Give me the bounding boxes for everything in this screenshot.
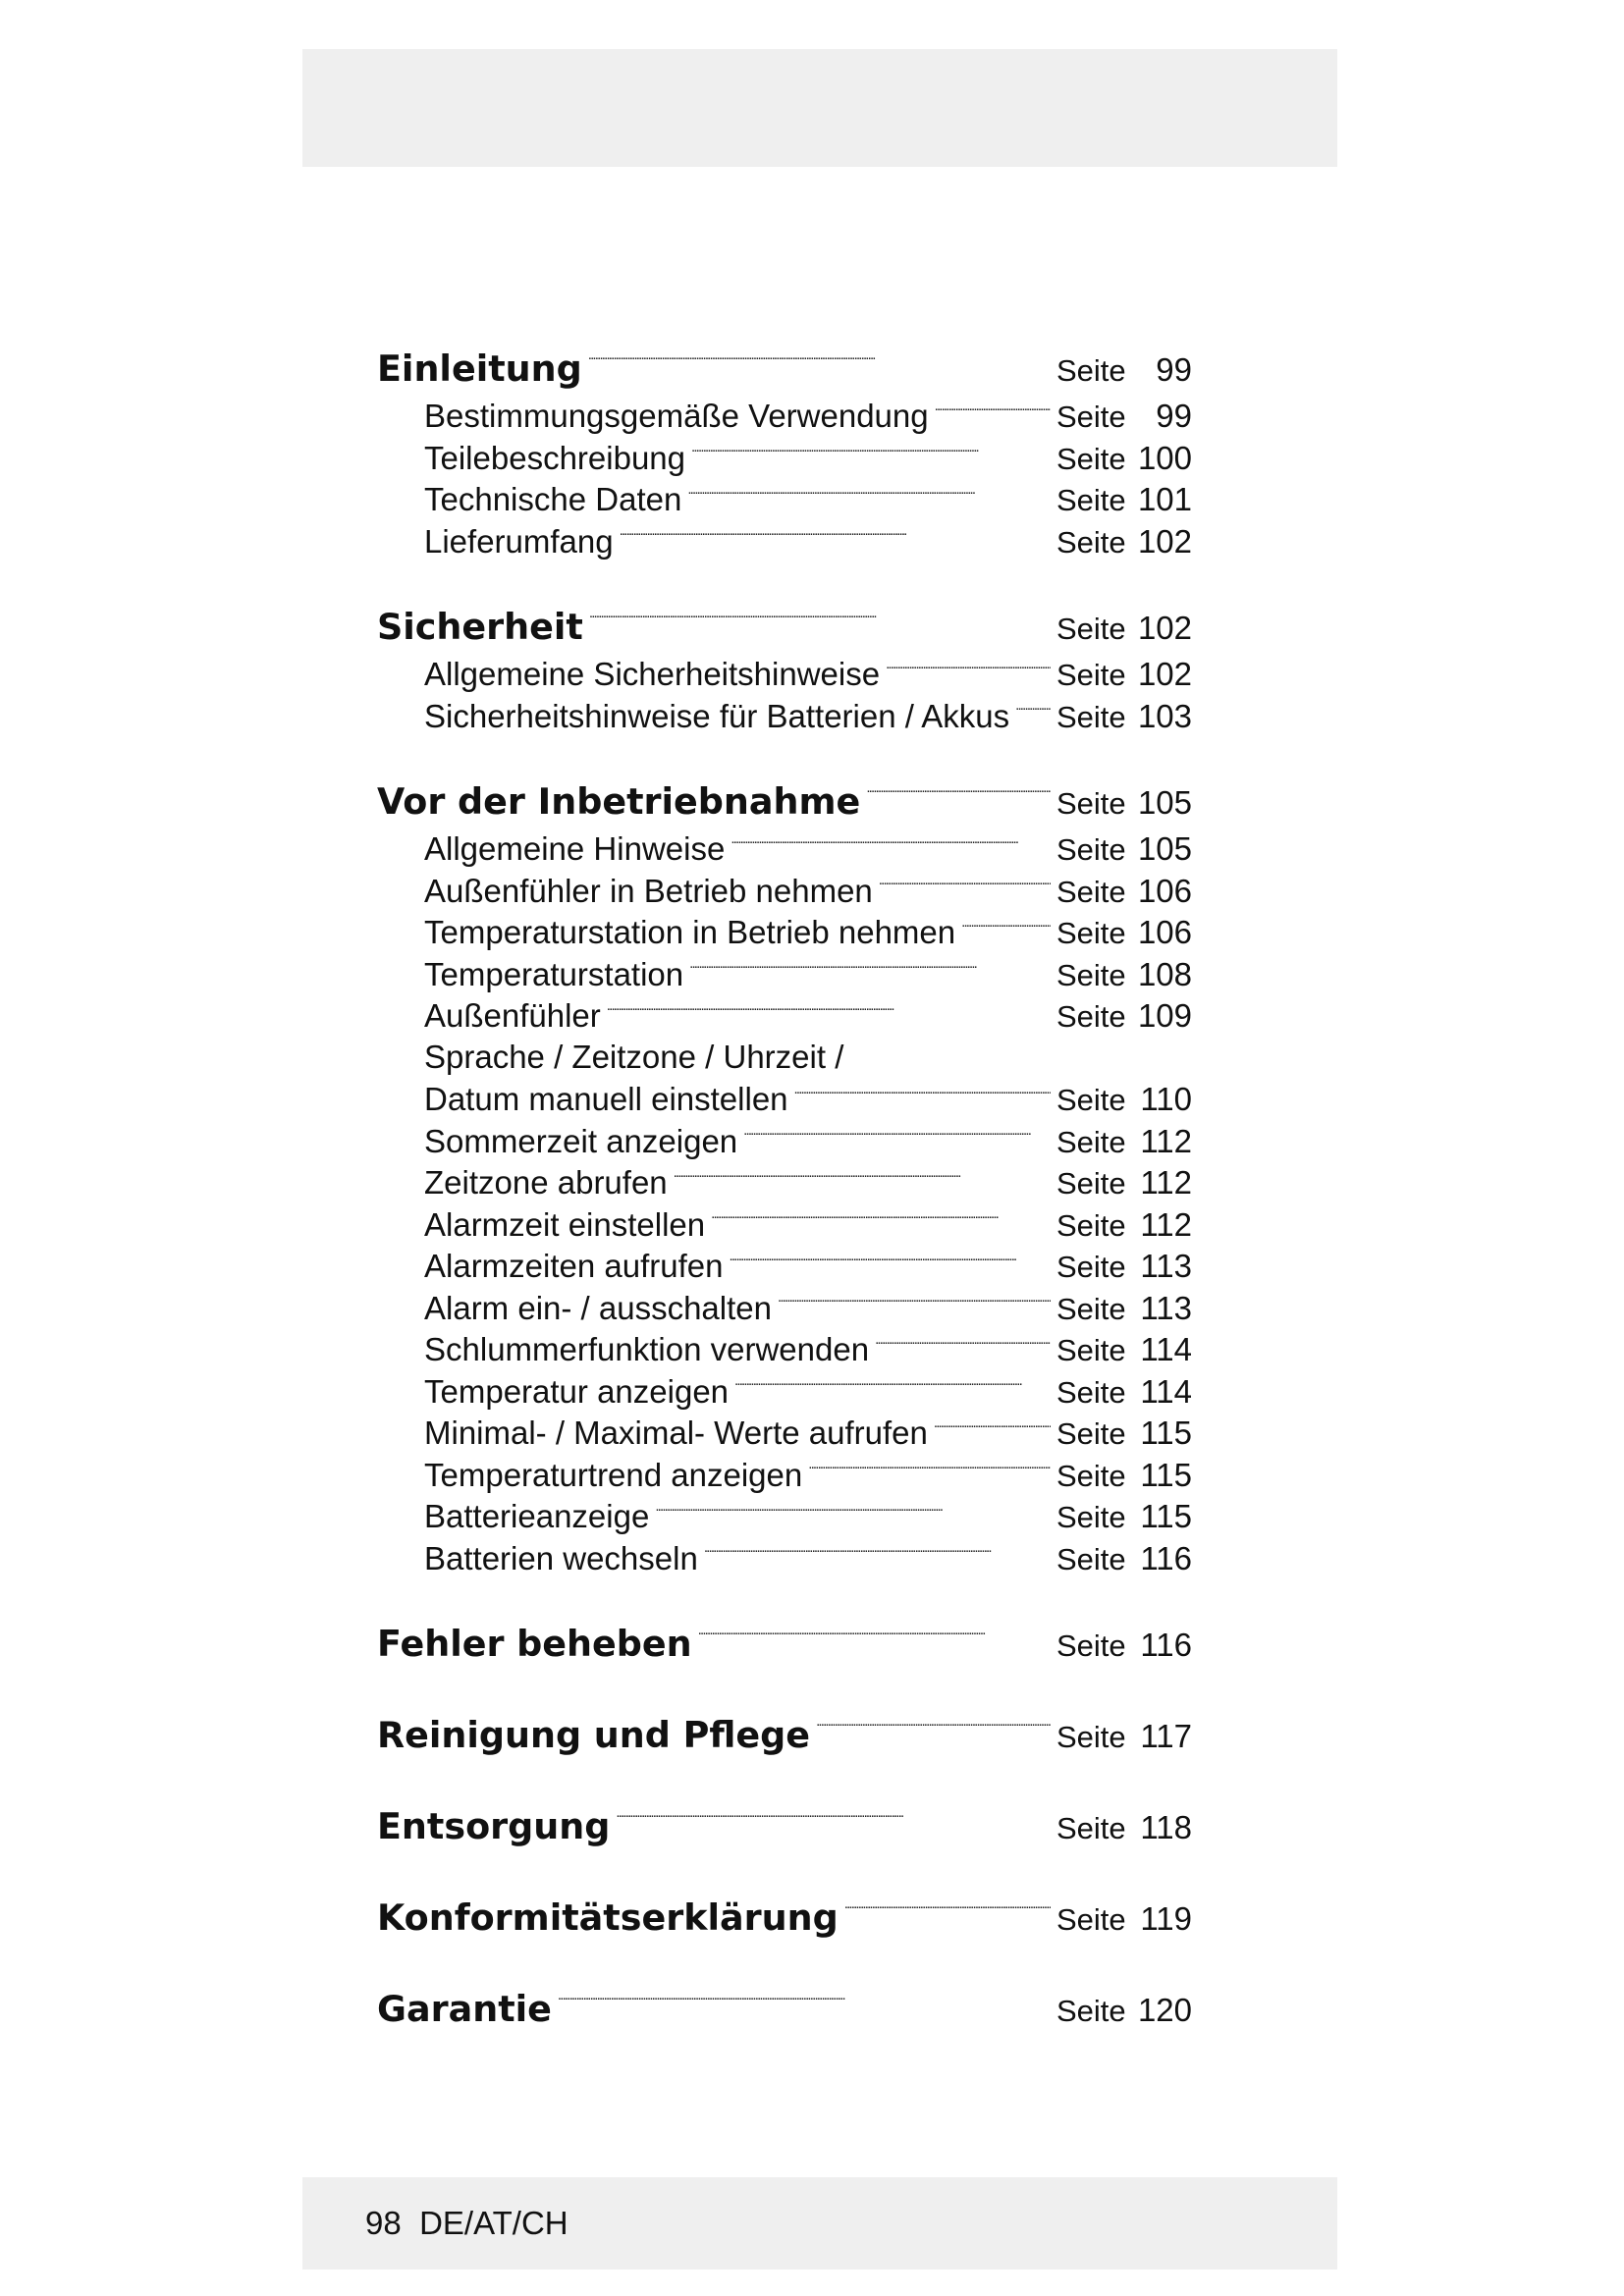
- page-number: 99: [1156, 351, 1192, 388]
- seite-label: Seite: [1056, 524, 1126, 560]
- seite-label: Seite: [1056, 612, 1126, 646]
- seite-label: Seite: [1056, 441, 1126, 476]
- toc-entry-row[interactable]: [377, 695, 1192, 737]
- dot-leader: [734, 1370, 1051, 1403]
- toc-entry-row[interactable]: [377, 1078, 1192, 1120]
- toc-entry-label: Teilebeschreibung: [424, 439, 686, 476]
- dot-leader: [866, 781, 1051, 814]
- page-number: 102: [1137, 656, 1192, 692]
- dot-leader: [808, 1454, 1051, 1486]
- toc-heading-row[interactable]: [377, 1710, 1192, 1761]
- toc-heading-title: Vor der Inbetriebnahme: [377, 780, 861, 823]
- toc-entry-row[interactable]: [377, 1328, 1192, 1370]
- toc-entry-label: Sommerzeit anzeigen: [424, 1122, 738, 1159]
- seite-label: Seite: [1056, 1629, 1126, 1663]
- toc-heading-row[interactable]: [377, 1893, 1192, 1944]
- toc-entry-label: Sprache / Zeitzone / Uhrzeit /: [424, 1038, 844, 1075]
- toc-entry-row[interactable]: [377, 1495, 1192, 1537]
- dot-leader: [689, 953, 1051, 986]
- toc-heading-title: Reinigung und Pflege: [377, 1714, 811, 1756]
- dot-leader: [844, 1897, 1051, 1930]
- toc-entry-row[interactable]: [377, 953, 1192, 995]
- toc-entry-label: Batterieanzeige: [424, 1498, 650, 1534]
- dot-leader: [778, 1287, 1051, 1319]
- seite-label: Seite: [1056, 353, 1126, 388]
- page-number: 120: [1137, 1992, 1192, 2028]
- page-number: 112: [1140, 1205, 1192, 1243]
- toc-heading-title: Sicherheit: [377, 606, 583, 648]
- toc-section: [377, 776, 1192, 1578]
- footer-band: [302, 2177, 1337, 2269]
- header-band: [302, 49, 1337, 167]
- toc-entry-label: Minimal- / Maximal- Werte aufrufen: [424, 1415, 928, 1451]
- toc-heading-row[interactable]: [377, 344, 1192, 395]
- seite-label: Seite: [1056, 1416, 1126, 1451]
- page-number: 115: [1140, 1415, 1192, 1451]
- toc-entry-row[interactable]: [377, 1454, 1192, 1496]
- toc-heading-row[interactable]: [377, 1801, 1192, 1852]
- seite-label: Seite: [1056, 1811, 1126, 1845]
- seite-label: Seite: [1056, 1291, 1126, 1326]
- toc-entry-row[interactable]: [377, 994, 1192, 1037]
- toc-entry-row[interactable]: [377, 1120, 1192, 1162]
- table-of-contents: [377, 344, 1192, 2075]
- toc-entry-label: Technische Daten: [424, 481, 682, 517]
- seite-label: Seite: [1056, 1994, 1126, 2028]
- toc-entry-label: Außenfühler in Betrieb nehmen: [424, 872, 873, 909]
- toc-entry-row[interactable]: [377, 1370, 1192, 1413]
- footer-locale: DE/AT/CH: [419, 2205, 568, 2241]
- page-number: 105: [1137, 784, 1192, 821]
- toc-entry-label: Bestimmungsgemäße Verwendung: [424, 398, 929, 434]
- page-number: 106: [1137, 872, 1192, 909]
- toc-entry-row[interactable]: [377, 1287, 1192, 1329]
- dot-leader: [589, 607, 1051, 639]
- page-number: 102: [1137, 522, 1192, 560]
- page-number: 99: [1156, 398, 1192, 434]
- toc-entry-label: Temperaturtrend anzeigen: [424, 1456, 803, 1493]
- dot-leader: [674, 1161, 1051, 1194]
- page-number: 114: [1140, 1372, 1192, 1410]
- page-number: 116: [1140, 1627, 1192, 1663]
- dot-leader: [687, 478, 1051, 510]
- toc-entry-row[interactable]: [377, 520, 1192, 562]
- seite-label: Seite: [1056, 1333, 1126, 1367]
- page-number: 117: [1140, 1718, 1192, 1754]
- footer-page-number: 98: [365, 2205, 402, 2241]
- toc-entry-label: Zeitzone abrufen: [424, 1164, 668, 1201]
- toc-heading-row[interactable]: [377, 1984, 1192, 2035]
- toc-section: [377, 1893, 1192, 1944]
- dot-leader: [731, 828, 1051, 860]
- page-number: 109: [1137, 997, 1192, 1034]
- toc-entry-row[interactable]: [377, 911, 1192, 953]
- dot-leader: [698, 1624, 1051, 1656]
- toc-entry-label: Außenfühler: [424, 997, 601, 1034]
- dot-leader: [704, 1537, 1051, 1570]
- page-number: 115: [1140, 1456, 1192, 1493]
- page-number: 119: [1140, 1900, 1192, 1937]
- toc-section: [377, 1710, 1192, 1761]
- toc-entry-label: Batterien wechseln: [424, 1539, 698, 1576]
- seite-label: Seite: [1056, 1124, 1126, 1159]
- toc-entry-row[interactable]: [377, 828, 1192, 870]
- dot-leader: [935, 395, 1051, 427]
- dot-leader: [691, 437, 1051, 469]
- dot-leader: [879, 870, 1051, 902]
- page-number: 101: [1137, 481, 1192, 517]
- toc-entry-label: Alarmzeiten aufrufen: [424, 1248, 724, 1284]
- toc-entry-label: Temperaturstation: [424, 955, 684, 992]
- page-number: 118: [1140, 1809, 1192, 1845]
- toc-heading-title: Fehler beheben: [377, 1623, 692, 1665]
- toc-heading-title: Einleitung: [377, 347, 582, 390]
- toc-entry-row[interactable]: [377, 1161, 1192, 1203]
- page-number: 110: [1140, 1081, 1192, 1117]
- page-number: 113: [1140, 1289, 1192, 1326]
- dot-leader: [607, 994, 1051, 1027]
- seite-label: Seite: [1056, 1720, 1126, 1754]
- toc-entry-label: Alarmzeit einstellen: [424, 1205, 706, 1243]
- toc-section: [377, 344, 1192, 561]
- seite-label: Seite: [1056, 1902, 1126, 1937]
- toc-entry-label: Sicherheitshinweise für Batterien / Akkus: [424, 697, 1010, 734]
- toc-entry-row[interactable]: [377, 395, 1192, 437]
- toc-entry-label: Schlummerfunktion verwenden: [424, 1331, 870, 1367]
- dot-leader: [934, 1412, 1051, 1444]
- toc-entry-row[interactable]: [377, 1203, 1192, 1246]
- toc-heading-row[interactable]: [377, 602, 1192, 653]
- dot-leader: [558, 1989, 1051, 2021]
- dot-leader: [875, 1328, 1051, 1361]
- toc-entry-label: Lieferumfang: [424, 522, 614, 560]
- seite-label: Seite: [1056, 400, 1126, 434]
- page-number: 106: [1137, 914, 1192, 950]
- page-number: 105: [1137, 830, 1192, 867]
- toc-entry-label: Alarm ein- / ausschalten: [424, 1289, 772, 1326]
- toc-entry-row[interactable]: [377, 1245, 1192, 1287]
- toc-entry-label: Temperaturstation in Betrieb nehmen: [424, 914, 956, 950]
- seite-label: Seite: [1056, 1500, 1126, 1534]
- seite-label: Seite: [1056, 1250, 1126, 1284]
- toc-entry-label: Allgemeine Hinweise: [424, 830, 726, 867]
- dot-leader: [1015, 695, 1051, 727]
- seite-label: Seite: [1056, 874, 1126, 909]
- toc-entry-label: Temperatur anzeigen: [424, 1372, 730, 1410]
- toc-section: [377, 1801, 1192, 1852]
- toc-heading-row[interactable]: [377, 1619, 1192, 1670]
- seite-label: Seite: [1056, 786, 1126, 821]
- toc-entry-row[interactable]: [377, 653, 1192, 695]
- toc-section: [377, 1984, 1192, 2035]
- page-number: 113: [1140, 1248, 1192, 1284]
- page-number: 112: [1140, 1122, 1192, 1159]
- toc-entry-row[interactable]: [377, 1037, 1192, 1079]
- page-number: 116: [1140, 1539, 1192, 1576]
- page-number: 102: [1137, 610, 1192, 646]
- seite-label: Seite: [1056, 483, 1126, 517]
- dot-leader: [816, 1715, 1051, 1747]
- toc-entry-row[interactable]: [377, 437, 1192, 479]
- toc-heading-row[interactable]: [377, 776, 1192, 828]
- dot-leader: [743, 1120, 1051, 1152]
- dot-leader: [794, 1078, 1051, 1110]
- dot-leader: [620, 520, 1051, 553]
- dot-leader: [730, 1245, 1052, 1277]
- toc-section: [377, 602, 1192, 736]
- page-number: 114: [1140, 1331, 1192, 1367]
- seite-label: Seite: [1056, 957, 1126, 992]
- seite-label: Seite: [1056, 1541, 1126, 1576]
- footer-text: [365, 2205, 568, 2242]
- dot-leader: [588, 348, 1051, 381]
- toc-heading-title: Garantie: [377, 1988, 552, 2030]
- seite-label: Seite: [1056, 1458, 1126, 1493]
- page-number: 112: [1140, 1164, 1192, 1201]
- seite-label: Seite: [1056, 1166, 1126, 1201]
- dot-leader: [961, 911, 1051, 943]
- toc-entry-row[interactable]: [377, 478, 1192, 520]
- seite-label: Seite: [1056, 1207, 1126, 1243]
- toc-section: [377, 1619, 1192, 1670]
- seite-label: Seite: [1056, 699, 1126, 734]
- toc-entry-row[interactable]: [377, 1537, 1192, 1579]
- toc-entry-row[interactable]: [377, 1412, 1192, 1454]
- seite-label: Seite: [1056, 658, 1126, 692]
- seite-label: Seite: [1056, 1374, 1126, 1410]
- page-number: 115: [1140, 1498, 1192, 1534]
- page-number: 103: [1137, 697, 1192, 734]
- seite-label: Seite: [1056, 832, 1126, 867]
- seite-label: Seite: [1056, 1083, 1126, 1117]
- dot-leader: [616, 1806, 1051, 1839]
- toc-heading-title: Konformitätserklärung: [377, 1896, 839, 1939]
- page-number: 100: [1137, 439, 1192, 476]
- toc-heading-title: Entsorgung: [377, 1805, 611, 1847]
- page-number: 108: [1137, 955, 1192, 992]
- toc-entry-label: Allgemeine Sicherheitshinweise: [424, 656, 881, 692]
- toc-entry-row[interactable]: [377, 870, 1192, 912]
- dot-leader: [655, 1495, 1051, 1527]
- toc-entry-label: Datum manuell einstellen: [424, 1081, 788, 1117]
- dot-leader: [886, 653, 1051, 685]
- dot-leader: [711, 1203, 1051, 1236]
- seite-label: Seite: [1056, 999, 1126, 1034]
- seite-label: Seite: [1056, 916, 1126, 950]
